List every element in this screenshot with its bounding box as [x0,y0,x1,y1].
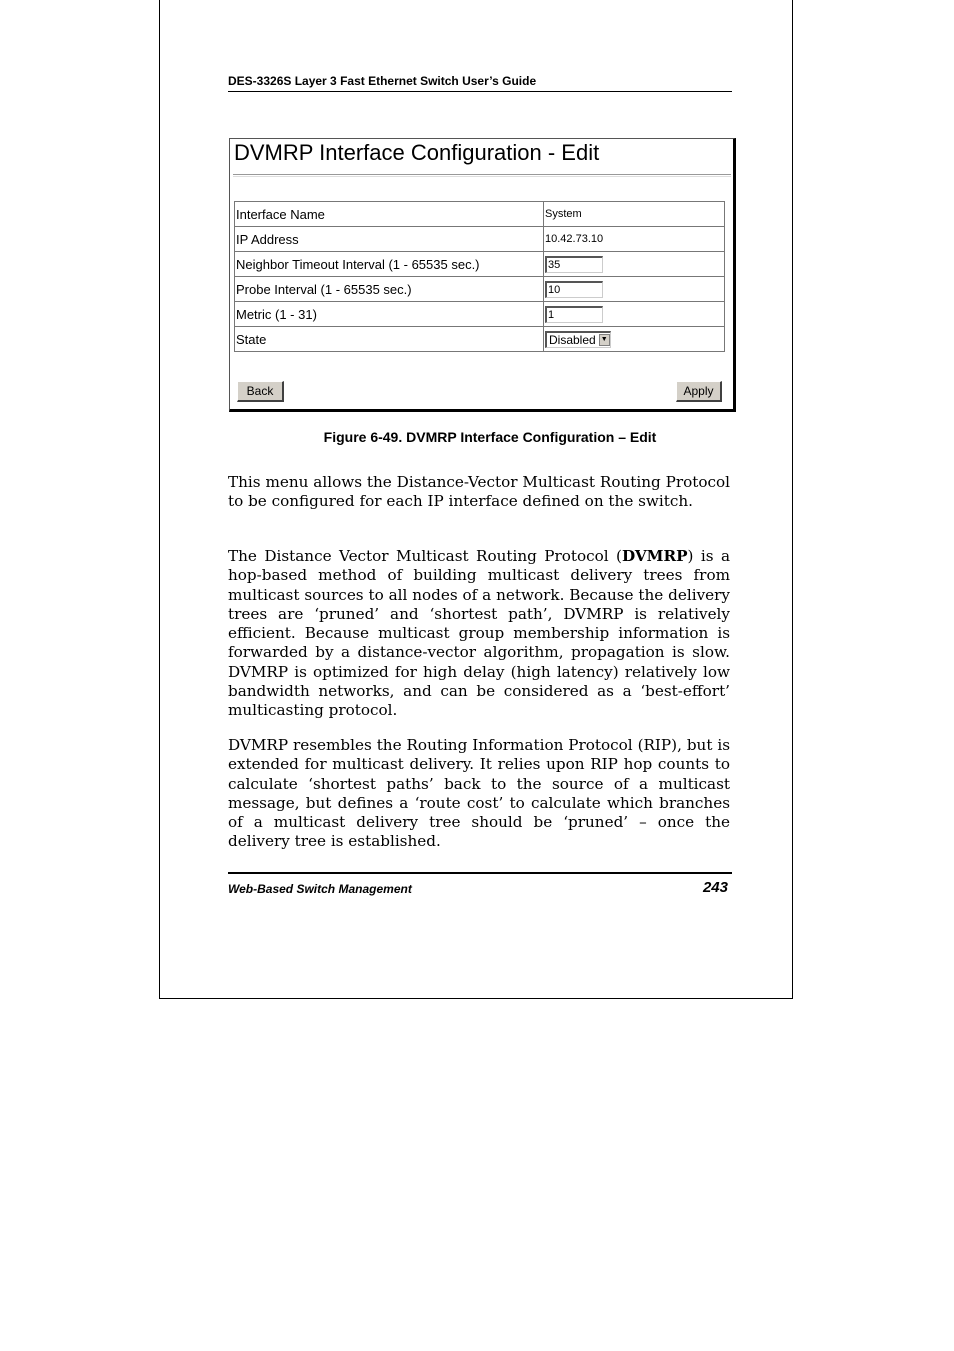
back-button[interactable]: Back [237,381,284,402]
table-row [235,302,725,327]
interface-name-value: System [544,202,725,227]
footer-rule [228,872,732,874]
table-row [235,202,725,227]
header-rule [228,91,732,92]
table-row [235,227,725,252]
probe-interval-label: Probe Interval (1 - 65535 sec.) [235,277,544,302]
panel-title: DVMRP Interface Configuration - Edit [234,140,600,165]
metric-label: Metric (1 - 31) [235,302,544,327]
chevron-down-icon[interactable]: ▼ [599,334,610,346]
footer-section-title: Web-Based Switch Management [228,882,412,896]
neighbor-timeout-input[interactable]: 35 [545,256,603,273]
running-header: DES-3326S Layer 3 Fast Ethernet Switch User’s Guide [228,74,537,88]
probe-interval-input[interactable]: 10 [545,281,603,298]
metric-input[interactable]: 1 [545,306,603,323]
state-select[interactable] [545,331,611,348]
state-label: State [235,327,544,352]
page-number: 243 [702,879,728,896]
title-divider [233,174,731,175]
dvmrp-config-panel [229,138,736,412]
figure-caption: Figure 6-49. DVMRP Interface Configuration – Edit [323,429,657,445]
config-table [234,201,725,352]
state-select-value: Disabled [549,332,596,347]
interface-name-label: Interface Name [235,202,544,227]
table-row [235,252,725,277]
body-paragraph-2: The Distance Vector Multicast Routing Protocol (DVMRP) is a hop-based method of building multicast delivery trees from multicast sources to all nodes of a network. Because the delivery trees are ‘pruned’ and ‘shortest path’, DVMRP is relatively efficient. Because multicast group membership information is forwarded by a distance-vector algorithm, propagation is slow. DVMRP is optimized for high delay (high latency) relatively low bandwidth networks, and can be considered as a ‘best-effort’ multicasting protocol. [228,547,730,720]
dvmrp-bold-term: DVMRP [621,547,688,565]
title-divider-shadow [233,176,731,177]
table-row [235,327,725,352]
ip-address-label: IP Address [235,227,544,252]
body-paragraph-3: DVMRP resembles the Routing Information Protocol (RIP), but is extended for multicast delivery. It relies upon RIP hop counts to calculate ‘shortest paths’ back to the source of a multicast message, but defines a ‘route cost’ to calculate which branches of a multicast delivery tree should be ‘pruned’ – once the delivery tree is established. [228,736,730,851]
table-row [235,277,725,302]
body-paragraph-1: This menu allows the Distance-Vector Multicast Routing Protocol to be configured for each IP interface defined on the switch. [228,473,730,511]
ip-address-value: 10.42.73.10 [544,227,725,252]
apply-button[interactable]: Apply [676,381,722,402]
neighbor-timeout-label: Neighbor Timeout Interval (1 - 65535 sec.) [235,252,544,277]
